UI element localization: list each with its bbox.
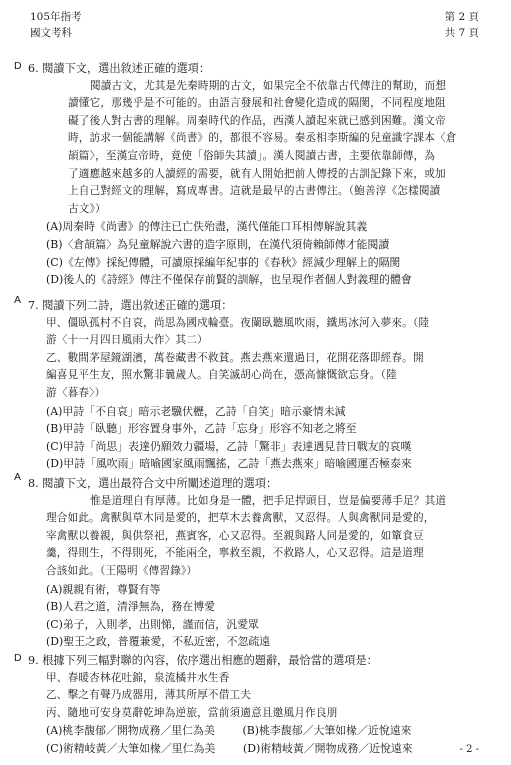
- option-b: (B)人君之道，清淨無為，務在博愛: [46, 600, 215, 614]
- page-footer: - 2 -: [459, 744, 479, 755]
- handwritten-answer-mark: D: [14, 652, 22, 664]
- question-stem: 6. 閱讀下文，選出敘述正確的選項：: [28, 62, 211, 75]
- options: [46, 581, 270, 651]
- question-stem: 8. 閱讀下文，選出最符合文中所闡述道理的選項：: [28, 477, 278, 490]
- option-d: (D)聖王之政，普覆兼愛，不私近密，不忽疏遠: [46, 635, 271, 649]
- passage-line: 合該如此。（王陽明《傳習錄》）: [46, 564, 198, 577]
- question-stem: 9. 根據下列三幅對聯的內容，依序選出相應的題辭，最恰當的選項是：: [28, 654, 378, 667]
- handwritten-answer-mark: D: [14, 60, 22, 72]
- passage-line: 乙、擊之有聲乃成器用，薄其所厚不借工夫: [46, 689, 252, 702]
- passage-line: 游〈十一月四日風雨大作〉其二）: [46, 334, 208, 347]
- option-a: (A)親親有術，尊賢有等: [46, 582, 161, 596]
- option-a: (A)甲詩「不自哀」暗示老驥伏櫪，乙詩「自笑」暗示豪情未減: [46, 404, 346, 418]
- total-pages-label: 共 7 頁: [444, 27, 479, 39]
- passage-line: 羹，得則生，不得則死，不能兩全，寧救至親，不救路人，心又忍得。這是道理: [46, 547, 424, 560]
- options: [46, 403, 412, 473]
- passage-line: 時，訪求一個能講解《尚書》的，都很不容易。秦丞相李斯編的兒童識字課本〈倉: [68, 132, 457, 145]
- passage: [68, 78, 457, 219]
- option-row-cd: (C)術精岐黃／大筆如椽／里仁為美 (D)術精岐黃／開物成務／近悅遠來: [46, 741, 413, 755]
- options: [46, 218, 412, 288]
- page-number-label: 第 2 頁: [444, 11, 479, 23]
- passage-line: 閱讀古文，尤其是先秦時期的古文，如果完全不依靠古代傳注的幫助，而想: [90, 79, 447, 92]
- passage-line: 乙、數間茅屋鏡湖濱，萬卷藏書不救貧。燕去燕來還過日，花開花落即經春。開: [46, 351, 424, 364]
- option-c: (C)《左傳》採紀傳體，可讀原採編年紀事的《春秋》經減少理解上的隔閡: [46, 255, 401, 269]
- passage-line: 頡篇〉，至漢宣帝時，竟使「俗師失其讀」。漢人閱讀古書，主要依靠師傳，為: [68, 149, 436, 162]
- passage-line: 宰禽獸以養親，與供祭祀，燕賓客，心又忍得。至親與路人同是愛的，如簞食豆: [46, 529, 424, 542]
- question-stem: 7. 閱讀下列二詩，選出敘述正確的選項：: [28, 299, 233, 312]
- option-row-ab: (A)桃李馥郁／開物成務／里仁為美 (B)桃李馥郁／大筆如椽／近悅遠來: [46, 724, 412, 738]
- subject-label: 國文考科: [30, 27, 72, 39]
- passage-line: 甲、僵臥孤村不自哀，尚思為國戍輪臺。夜闌臥聽風吹雨，鐵馬冰河入夢來。（陸: [46, 316, 430, 329]
- passage-line: 了適應越來越多的人讀經的需要，就有人開始把前人傳授的古訓記錄下來，或加: [68, 167, 446, 180]
- option-d: (D)後人的《詩經》傳注不僅保存前賢的訓解，也呈現作者個人對義理的體會: [46, 273, 412, 287]
- option-b: (B)〈倉頡篇〉為兒童解說六書的造字原則，在漢代須倚賴師傳才能閱讀: [46, 237, 390, 251]
- passage-line: 上自己對經文的理解，寫成專書。這就是最早的古書傳注。（鮑善淳《怎樣閱讀: [68, 185, 441, 198]
- exam-header-right: [445, 9, 479, 41]
- passage-line: 游〈暮春〉）: [46, 386, 106, 399]
- passage: [46, 315, 429, 403]
- option-d: (D)甲詩「風吹雨」暗喻國家風雨飄搖，乙詩「燕去燕來」暗喻國運否極泰來: [46, 457, 412, 471]
- passage-line: 礙了後人對古書的理解。周秦時代的作品，西漢人讀起來就已感到困難。漢文帝: [68, 114, 446, 127]
- option-c: (C)甲詩「尚思」表達仍願效力疆場，乙詩「驚非」表達遇見昔日戰友的哀嘆: [46, 439, 412, 453]
- passage-line: 編喜見平生友，照水驚非曩歲人。自笑滅胡心尚在，憑高慷慨欲忘身。（陸: [46, 369, 397, 382]
- exam-header-left: [30, 9, 82, 41]
- passage: [46, 670, 337, 723]
- passage-line: 甲、春暖杏林花吐錦，泉流橘井水生香: [46, 671, 230, 684]
- passage-line: 讀懂它，那幾乎是不可能的。由語言發展和社會變化造成的隔閡，不同程度地阻: [68, 97, 446, 110]
- passage-line: 理合如此。禽獸與草木同是愛的，把草木去養禽獸，又忍得。人與禽獸同是愛的，: [46, 512, 435, 525]
- handwritten-answer-mark: A: [14, 471, 22, 483]
- option-c: (C)弟子，入則孝，出則悌，謹而信，汎愛眾: [46, 617, 259, 631]
- option-a: (A)周秦時《尚書》的傳注已亡佚殆盡，漢代僅能口耳相傳解說其義: [46, 220, 368, 234]
- passage-line: 惟是道理自有厚薄。比如身是一體，把手足捍頭目，豈是偏要薄手足？其道: [90, 494, 447, 507]
- passage: [46, 493, 446, 581]
- exam-year-label: 105年指考: [30, 11, 82, 23]
- options: [46, 722, 413, 757]
- passage-line: 古文》）: [68, 202, 106, 215]
- handwritten-answer-mark: A: [14, 294, 22, 306]
- passage-line: 丙、隨地可安身莫辭乾坤為逆旅，當前須適意且邀風月作良朋: [46, 706, 338, 719]
- option-b: (B)甲詩「臥聽」形容置身事外，乙詩「忘身」形容不知老之將至: [46, 422, 357, 436]
